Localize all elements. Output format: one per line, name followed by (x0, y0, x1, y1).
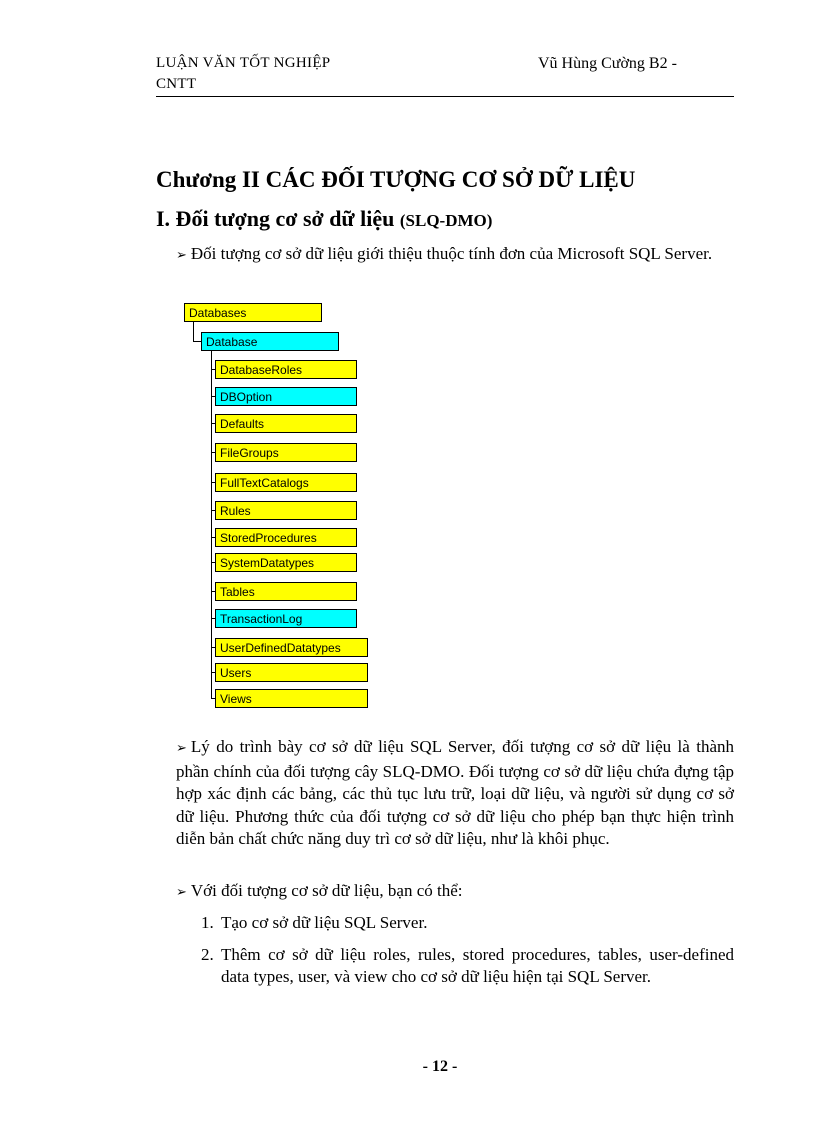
node-filegroups: FileGroups (215, 443, 357, 462)
header-subtitle: CNTT (156, 76, 197, 92)
tree-connector (193, 322, 194, 342)
capabilities-list (201, 912, 734, 989)
arrow-bullet-icon: ➢ (176, 885, 187, 900)
list-item-number: 1. (201, 913, 214, 932)
intro-text: Đối tượng cơ sở dữ liệu giới thiệu thuộc tính đơn của Microsoft SQL Server. (190, 244, 713, 263)
description-paragraph (176, 736, 734, 851)
list-item (201, 912, 734, 935)
list-item (201, 944, 734, 989)
node-storedprocedures: StoredProcedures (215, 528, 357, 547)
list-item-text: Tạo cơ sở dữ liệu SQL Server. (221, 913, 428, 932)
capabilities-intro (176, 880, 734, 905)
node-databaseroles: DatabaseRoles (215, 360, 357, 379)
page-number: - 12 - (422, 1058, 458, 1075)
capabilities-text: Với đối tượng cơ sở dữ liệu, bạn có thể: (190, 881, 463, 900)
list-item-text: Thêm cơ sở dữ liệu roles, rules, stored procedures, tables, user-defined data types, user, và view cho cơ sở dữ liệu hiện tại SQL Server. (221, 944, 734, 986)
node-systemdatatypes: SystemDatatypes (215, 553, 357, 572)
section-title-suffix: (SLQ-DMO) (399, 211, 493, 230)
node-tables: Tables (215, 582, 357, 601)
header-author: Vũ Hùng Cường B2 - (538, 55, 677, 72)
node-dboption: DBOption (215, 387, 357, 406)
node-databases: Databases (184, 303, 322, 322)
node-users: Users (215, 663, 368, 682)
node-rules: Rules (215, 501, 357, 520)
node-userdefineddatatypes: UserDefinedDatatypes (215, 638, 368, 657)
node-defaults: Defaults (215, 414, 357, 433)
arrow-bullet-icon: ➢ (176, 248, 187, 263)
arrow-bullet-icon: ➢ (176, 741, 187, 756)
node-fulltextcatalogs: FullTextCatalogs (215, 473, 357, 492)
node-views: Views (215, 689, 368, 708)
description-text: Lý do trình bày cơ sở dữ liệu SQL Server, đối tượng cơ sở dữ liệu là thành phần chính của đối tượng cây SLQ-DMO. Đối tượng cơ sở dữ liệu chứa đựng tập hợp xác định các bảng, các thủ tục lưu trữ, loại dữ liệu, và người sử dụng cơ sở dữ liệu. Phương thức của đối tượng cơ sở dữ liệu cho phép bạn thực hiện trình diễn bản chất chức năng duy trì cơ sở dữ liệu, như là khôi phục. (176, 737, 734, 848)
node-database: Database (201, 332, 339, 351)
section-title: I. Đối tượng cơ sở dữ liệu (156, 206, 400, 231)
chapter-title: Chương II CÁC ĐỐI TƯỢNG CƠ SỞ DỮ LIỆU (156, 167, 636, 192)
node-transactionlog: TransactionLog (215, 609, 357, 628)
list-item-number: 2. (201, 944, 214, 964)
header-title: LUẬN VĂN TỐT NGHIỆP (156, 55, 331, 71)
